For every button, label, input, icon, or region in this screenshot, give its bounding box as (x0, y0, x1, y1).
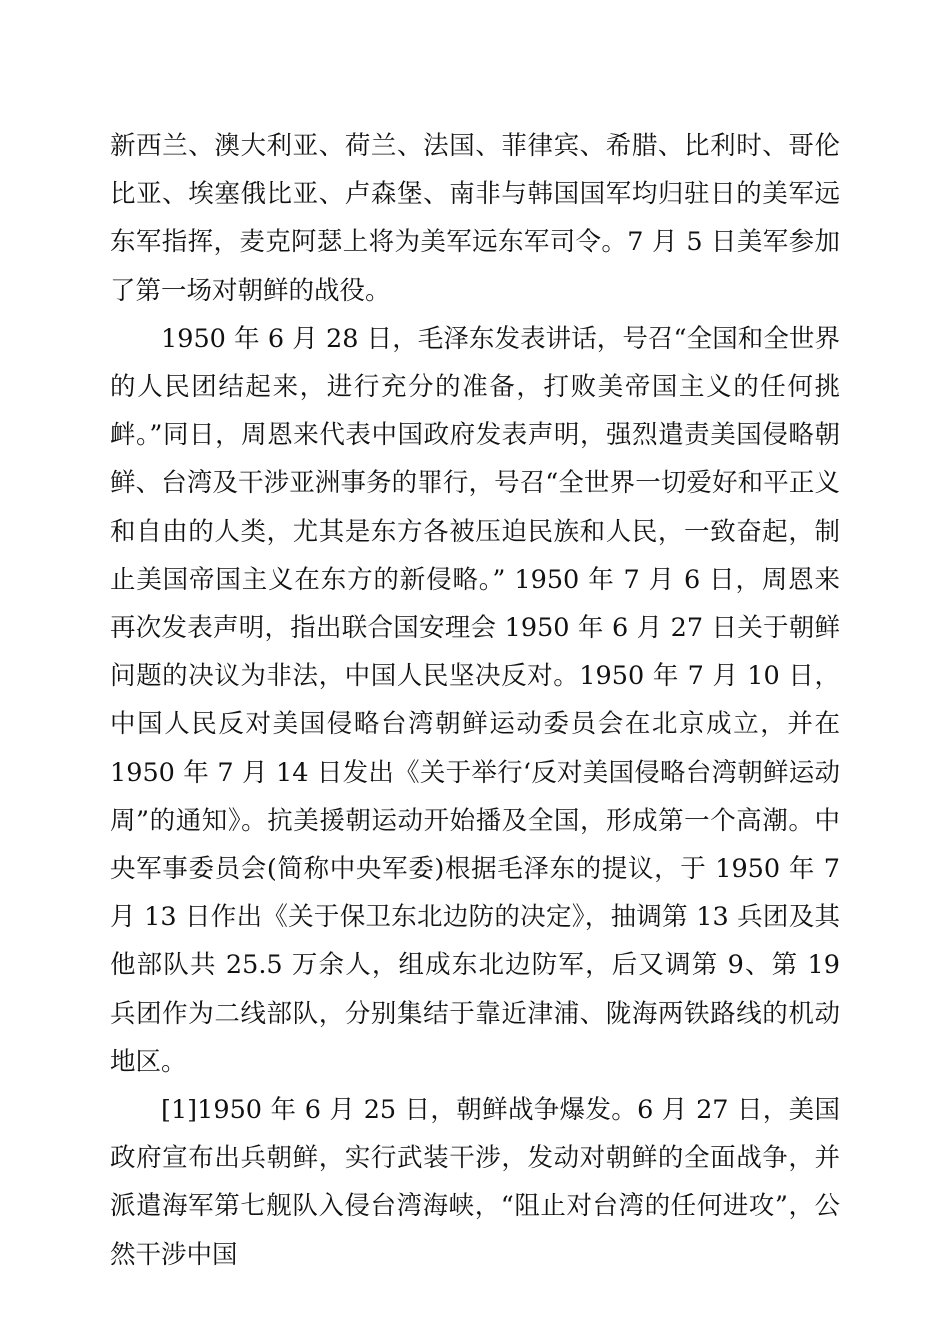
document-page (110, 122, 840, 1279)
paragraph-1: 新西兰、澳大利亚、荷兰、法国、菲律宾、希腊、比利时、哥伦比亚、埃塞俄比亚、卢森堡、南非与韩国国军均归驻日的美军远东军指挥，麦克阿瑟上将为美军远东军司令。7 月 5 日美军参加了第一场对朝鲜的战役。 (110, 131, 840, 306)
paragraph-2: 1950 年 6 月 28 日，毛泽东发表讲话，号召“全国和全世界的人民团结起来，进行充分的准备，打败美帝国主义的任何挑衅。”同日，周恩来代表中国政府发表声明，强烈遣责美国侵略朝鲜、台湾及干涉亚洲事务的罪行，号召“全世界一切爱好和平正义和自由的人类，尤其是东方各被压迫民族和人民，一致奋起，制止美国帝国主义在东方的新侵略。” 1950 年 7 月 6 日，周恩来再次发表声明，指出联合国安理会 1950 年 6 月 27 日关于朝鲜问题的决议为非法，中国人民坚决反对。1950 年 7 月 10 日，中国人民反对美国侵略台湾朝鲜运动委员会在北京成立，并在 1950 年 7 月 14 日发出《关于举行‘反对美国侵略台湾朝鲜运动周”的通知》。抗美援朝运动开始播及全国，形成第一个高潮。中央军事委员会(简称中央军委)根据毛泽东的提议，于 1950 年 7 月 13 日作出《关于保卫东北边防的决定》，抽调第 13 兵团及其他部队共 25.5 万余人，组成东北边防军，后又调第 9、第 19 兵团作为二线部队，分别集结于靠近津浦、陇海两铁路线的机动地区。 (110, 323, 840, 1077)
paragraph-3: [1]1950 年 6 月 25 日，朝鲜战争爆发。6 月 27 日，美国政府宣布出兵朝鲜，实行武装干涉，发动对朝鲜的全面战争，并派遣海军第七舰队入侵台湾海峡，“阻止对台湾的任何进攻”，公然干涉中国 (110, 1095, 840, 1270)
